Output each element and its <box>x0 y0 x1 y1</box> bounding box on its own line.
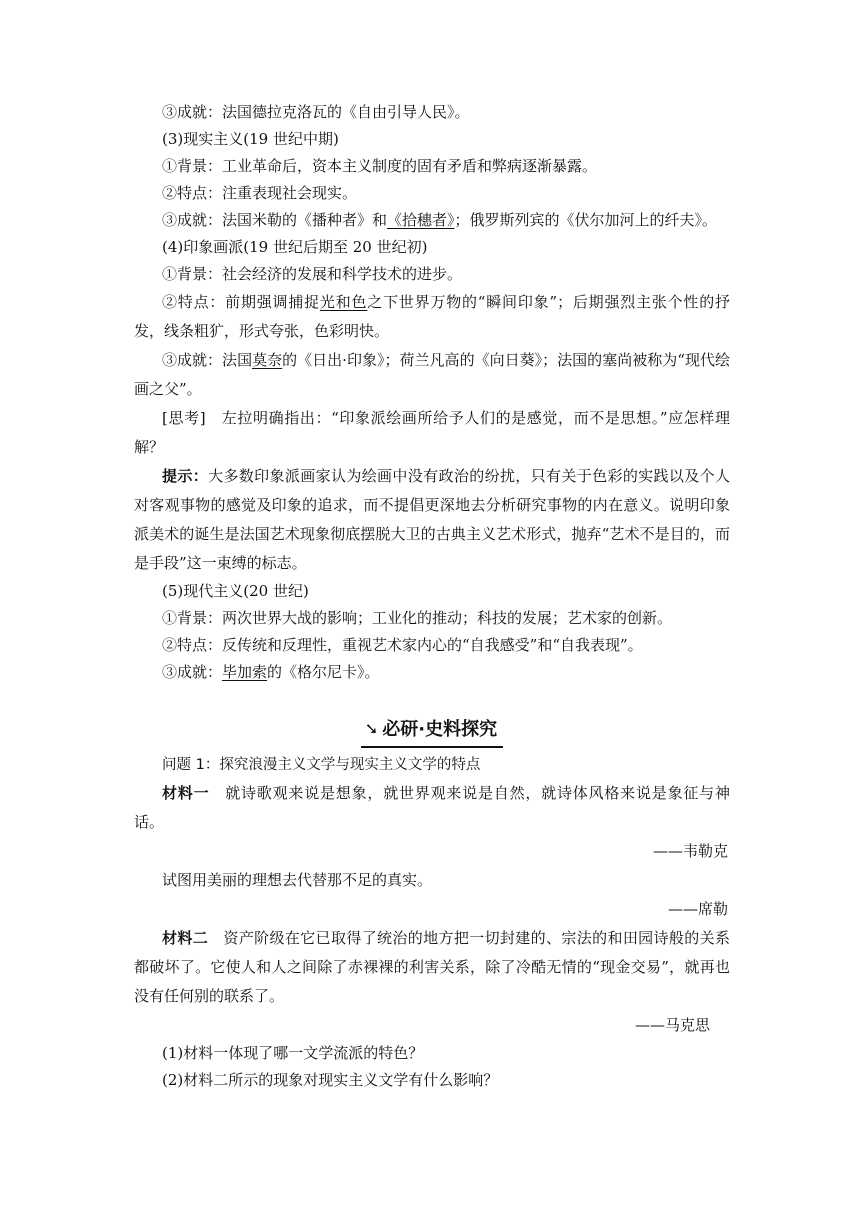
impressionism-features-text-c: 之下世界万物的“瞬间印象”；后期强烈主张个性的抒发，线条粗犷，形式夸张，色彩明快。 <box>134 293 730 340</box>
arrow-down-right-icon: ➘ <box>364 719 379 738</box>
document-content <box>134 99 730 1094</box>
impressionism-achievement-text-a: ③成就：法国 <box>162 351 253 369</box>
realism-achievement-text-a: ③成就：法国米勒的《播种者》和 <box>162 211 388 229</box>
modernism-achievement <box>134 659 730 686</box>
modernism-features: ②特点：反传统和反理性，重视艺术家内心的“自我感受”和“自我表现”。 <box>162 636 643 654</box>
material-1-text-2: 试图用美丽的理想去代替那不足的真实。 <box>162 871 433 889</box>
realism-heading: (3)现实主义(19 世纪中期) <box>162 130 339 148</box>
impressionism-background: ①背景：社会经济的发展和科学技术的进步。 <box>162 265 463 283</box>
material-2-text: 资产阶级在它已取得了统治的地方把一切封建的、宗法的和田园诗般的关系都破坏了。它使人和人之间除了赤裸裸的利害关系，除了冷酷无情的“现金交易”，就再也没有任何别的联系了。 <box>134 929 730 1005</box>
material-1 <box>134 779 730 837</box>
thinking-text: 左拉明确指出：“印象派绘画所给予人们的是感觉，而不是思想。”应怎样理解？ <box>134 409 730 456</box>
material-1-text: 就诗歌观来说是想象，就世界观来说是自然，就诗体风格来说是象征与神话。 <box>134 784 730 831</box>
hint-label: 提示： <box>162 467 209 485</box>
impressionism-achievement-text-c: 的《日出·印象》；荷兰凡高的《向日葵》；法国的塞尚被称为“现代绘画之父”。 <box>134 351 730 398</box>
question-1: (1)材料一体现了哪一文学流派的特色？ <box>162 1044 424 1062</box>
thinking-label: [思考] <box>162 409 206 427</box>
realism-achievement <box>134 207 730 234</box>
thinking-question <box>134 404 730 462</box>
impressionism-features-underlined: 光和色 <box>319 293 368 311</box>
material-1-label: 材料一 <box>162 784 210 802</box>
section-title <box>134 714 730 746</box>
realism-achievement-text-c: ；俄罗斯列宾的《伏尔加河上的纤夫》。 <box>454 211 718 229</box>
realism-background: ①背景：工业革命后，资本主义制度的固有矛盾和弊病逐渐暴露。 <box>162 157 598 175</box>
realism-achievement-underlined: 《拾穗者》 <box>387 211 455 229</box>
modernism-achievement-text-a: ③成就： <box>162 663 223 681</box>
impressionism-features-text-a: ②特点：前期强调捕捉 <box>162 293 320 311</box>
hint-text: 大多数印象派画家认为绘画中没有政治的纷扰，只有关于色彩的实践以及个人对客观事物的感觉及印象的追求，而不提倡更深地去分析研究事物的内在意义。说明印象派美术的诞生是法国艺术现象彻底摆脱大卫的古典主义艺术形式，抛弃“艺术不是目的，而是手段”这一束缚的标志。 <box>134 467 730 572</box>
material-2-label: 材料二 <box>162 929 209 947</box>
impressionism-heading: (4)印象画派(19 世纪后期至 20 世纪初) <box>162 238 428 256</box>
modernism-heading: (5)现代主义(20 世纪) <box>162 582 309 600</box>
modernism-background: ①背景：两次世界大战的影响；工业化的推动；科技的发展；艺术家的创新。 <box>162 609 673 627</box>
material-1-source: ——韦勒克 <box>652 842 728 860</box>
material-2 <box>134 924 730 1011</box>
section-title-text: 必研·史料探究 <box>382 719 498 740</box>
question-2: (2)材料二所示的现象对现实主义文学有什么影响？ <box>162 1071 499 1089</box>
material-1-source-2: ——席勒 <box>667 900 728 918</box>
modernism-achievement-text-c: 的《格尔尼卡》。 <box>267 663 380 681</box>
section-title-underline <box>361 714 503 748</box>
hint-paragraph <box>134 462 730 578</box>
realism-features: ②特点：注重表现社会现实。 <box>162 184 358 202</box>
impressionism-features <box>134 288 730 346</box>
impressionism-achievement-underlined: 莫奈 <box>252 351 283 369</box>
impressionism-achievement <box>134 346 730 404</box>
material-2-source: ——马克思 <box>634 1016 710 1034</box>
romanticism-achievement: ③成就：法国德拉克洛瓦的《自由引导人民》。 <box>162 103 470 121</box>
question-title: 问题 1：探究浪漫主义文学与现实主义文学的特点 <box>162 757 481 773</box>
modernism-achievement-underlined: 毕加索 <box>222 663 268 681</box>
